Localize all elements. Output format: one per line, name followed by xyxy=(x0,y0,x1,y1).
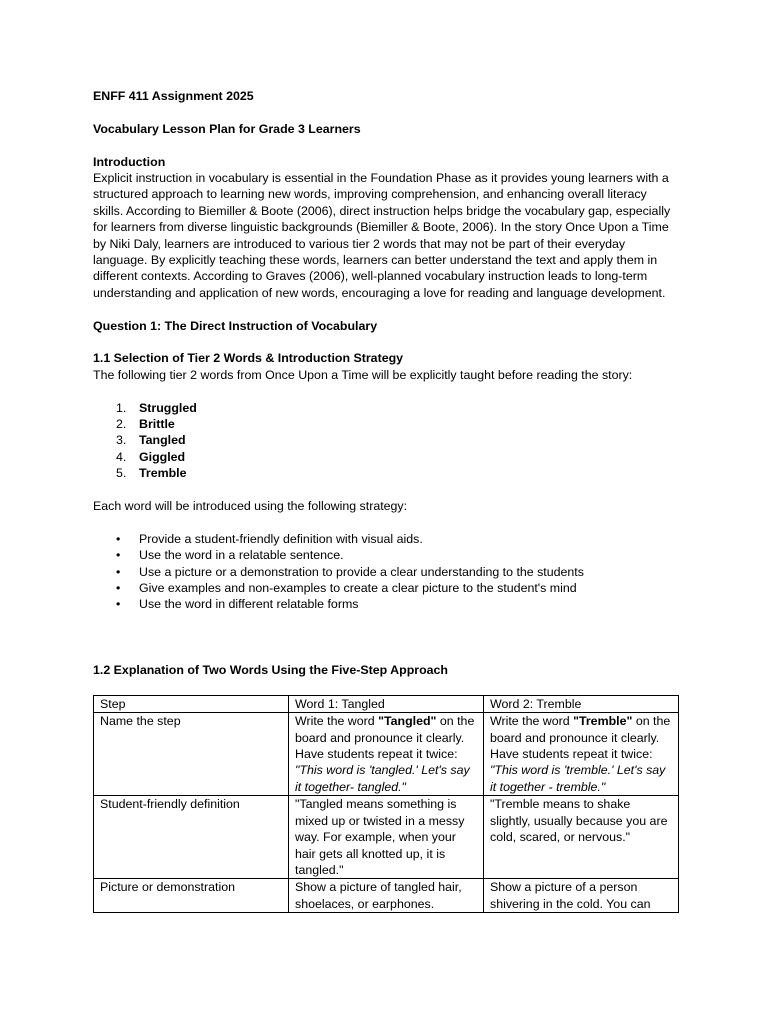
table-cell: Show a picture of a person shivering in the cold. You can xyxy=(484,879,679,913)
list-item: 4. Giggled xyxy=(116,449,186,464)
table-header-cell: Word 1: Tangled xyxy=(289,695,484,712)
table-cell: "Tangled means something is mixed up or twisted in a messy way. For example, when your hair gets all knotted up, it is tangled." xyxy=(289,796,484,879)
course-title: ENFF 411 Assignment 2025 xyxy=(93,89,254,103)
table-cell: Write the word "Tangled" on the board and pronounce it clearly. Have students repeat it twice: "This word is 'tangled.' Let's say it together- tangled." xyxy=(289,713,484,796)
list-item: 3. Tangled xyxy=(116,433,186,448)
tier2-word-list xyxy=(93,400,678,482)
table-row xyxy=(94,713,679,796)
table-row xyxy=(94,796,679,879)
section-1-2-heading: 1.2 Explanation of Two Words Using the Five-Step Approach xyxy=(93,663,449,678)
table-header-cell: Word 2: Tremble xyxy=(484,695,679,712)
bullet-icon: • xyxy=(116,564,121,579)
list-item: • Provide a student-friendly definition with visual aids. xyxy=(116,531,423,546)
list-item: • Use a picture or a demonstration to provide a clear understanding to the students xyxy=(116,564,584,579)
intro-paragraph: Explicit instruction in vocabulary is essential in the Foundation Phase as it provides young learners with a structured approach to learning new words, improving comprehension, and enhancing overall literacy skills. According to Biemiller & Boote (2006), direct instruction helps bridge the vocabulary gap, especially for learners from diverse linguistic backgrounds (Biemiller & Boote, 2006). In the story Once Upon a Time by Niki Daly, learners are introduced to various tier 2 words that may not be part of their everyday language. By explicitly teaching these words, learners can better understand the text and apply them in different contexts. According to Graves (2006), well-planned vocabulary instruction leads to long-term understanding and application of new words, encouraging a love for reading and language development. xyxy=(93,171,671,300)
table-cell: Picture or demonstration xyxy=(94,879,289,913)
list-item: 5. Tremble xyxy=(116,466,187,481)
strategy-intro: Each word will be introduced using the following strategy: xyxy=(93,499,408,514)
bullet-icon: • xyxy=(116,531,121,546)
table-header-row xyxy=(94,695,679,712)
table-header-cell: Step xyxy=(94,695,289,712)
question-1-heading: Question 1: The Direct Instruction of Vocabulary xyxy=(93,318,378,333)
list-item: • Use the word in a relatable sentence. xyxy=(116,548,344,563)
strategy-list xyxy=(93,531,678,613)
list-item: • Use the word in different relatable forms xyxy=(116,597,359,612)
list-item: 1. Struggled xyxy=(116,400,197,415)
document-page xyxy=(93,88,678,913)
list-item: 2. Brittle xyxy=(116,417,175,432)
table-row xyxy=(94,879,679,913)
document-title: Vocabulary Lesson Plan for Grade 3 Learners xyxy=(93,121,361,136)
table-cell: "Tremble means to shake slightly, usually because you are cold, scared, or nervous." xyxy=(484,796,679,879)
intro-heading: Introduction xyxy=(93,154,166,169)
five-step-table xyxy=(93,695,679,913)
section-1-1-text: The following tier 2 words from Once Upon a Time will be explicitly taught before reading the story: xyxy=(93,367,633,382)
table-cell: Student-friendly definition xyxy=(94,796,289,879)
section-1-1-heading: 1.1 Selection of Tier 2 Words & Introduction Strategy xyxy=(93,351,404,366)
table-cell: Write the word "Tremble" on the board and pronounce it clearly. Have students repeat it twice: "This word is 'tremble.' Let's say it together - tremble." xyxy=(484,713,679,796)
list-item: • Give examples and non-examples to create a clear picture to the student's mind xyxy=(116,581,577,596)
table-cell: Name the step xyxy=(94,713,289,796)
table-cell: Show a picture of tangled hair, shoelaces, or earphones. xyxy=(289,879,484,913)
bullet-icon: • xyxy=(116,597,121,612)
bullet-icon: • xyxy=(116,548,121,563)
bullet-icon: • xyxy=(116,581,121,596)
